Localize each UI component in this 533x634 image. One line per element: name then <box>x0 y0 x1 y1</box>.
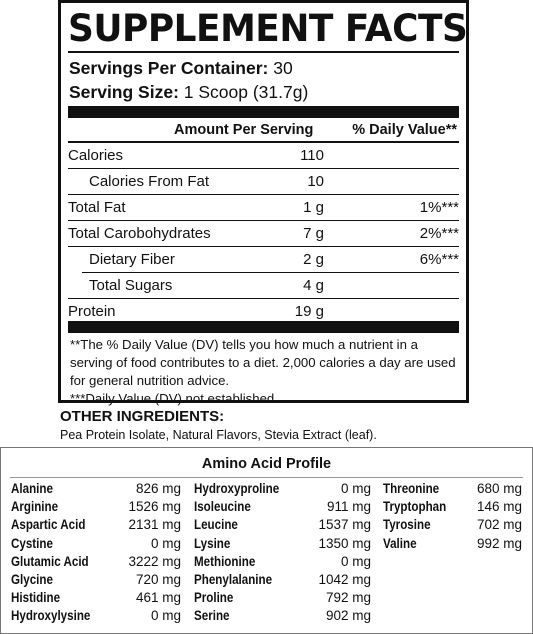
nutrient-row-calories-from-fat <box>68 169 459 195</box>
amino-acid-row <box>194 481 371 499</box>
amino-acid-row <box>11 481 181 499</box>
amino-acid-row <box>194 536 371 554</box>
amino-acid-value: 702 mg <box>476 517 522 533</box>
amino-column-3 <box>383 481 522 554</box>
nutrient-amount: 4 g <box>303 277 324 294</box>
amino-acid-name: Hydroxyproline <box>194 481 280 496</box>
amino-acid-value: 2131 mg <box>128 517 181 533</box>
nutrient-daily-value: 1%*** <box>419 199 459 216</box>
nutrient-label: Calories From Fat <box>89 173 210 190</box>
amino-acid-name: Serine <box>194 608 230 624</box>
nutrient-row-total-sugars <box>68 273 459 299</box>
amino-acid-name: Arginine <box>11 499 59 515</box>
amino-acid-name: Isoleucine <box>194 499 251 515</box>
nutrient-amount: 10 <box>307 173 324 190</box>
amino-acid-row <box>11 499 181 517</box>
amino-acid-value: 902 mg <box>325 608 371 624</box>
serving-size-label: Serving Size: <box>69 82 179 102</box>
amino-acid-value: 1350 mg <box>318 535 371 551</box>
amino-acid-name: Glycine <box>11 571 53 587</box>
footnotes <box>70 336 462 408</box>
amino-acid-name: Proline <box>194 590 234 606</box>
amino-acid-name: Histidine <box>11 590 61 606</box>
amino-acid-row <box>194 499 371 517</box>
nutrient-label: Protein <box>68 303 116 320</box>
amino-acid-value: 146 mg <box>476 499 522 515</box>
amino-acid-name: Lysine <box>194 535 231 551</box>
servings-per-container-label: Servings Per Container: <box>69 58 269 78</box>
amino-acid-row <box>383 517 522 535</box>
amino-acid-name: Tyrosine <box>383 517 431 533</box>
amino-acid-name: Leucine <box>194 517 238 533</box>
amino-acid-name: Aspartic Acid <box>11 517 86 533</box>
amino-acid-value: 1526 mg <box>128 499 181 515</box>
title-divider <box>68 51 459 53</box>
daily-value-footnote: **The % Daily Value (DV) tells you how much a nutrient in a serving of food contributes to a diet. 2,000 calories a day are used for general nutrition advice. <box>70 337 456 388</box>
nutrient-row-total-fat <box>68 195 459 221</box>
amino-acid-value: 1537 mg <box>318 517 371 533</box>
amino-acid-value: 461 mg <box>135 590 181 606</box>
amino-acid-profile-panel <box>0 447 533 634</box>
thick-divider-bottom <box>68 321 459 333</box>
amino-acid-row <box>11 517 181 535</box>
nutrient-row-calories <box>68 143 459 169</box>
nutrient-row-total-carbohydrates <box>68 221 459 247</box>
amino-column-1 <box>11 481 181 627</box>
amino-acid-value: 0 mg <box>340 553 371 569</box>
amino-acid-value: 992 mg <box>476 535 522 551</box>
amino-acid-name: Alanine <box>11 481 53 496</box>
other-ingredients-heading: OTHER INGREDIENTS: <box>60 408 225 425</box>
amino-acid-row <box>383 481 522 499</box>
amino-acid-value: 680 mg <box>476 481 522 496</box>
amino-acid-name: Methionine <box>194 553 256 569</box>
nutrient-row-dietary-fiber <box>68 247 459 273</box>
serving-size-value: 1 Scoop (31.7g) <box>183 82 309 102</box>
servings-per-container-value: 30 <box>273 58 293 78</box>
serving-size <box>69 82 308 103</box>
amino-acid-name: Glutamic Acid <box>11 553 89 569</box>
amino-acid-row <box>194 554 371 572</box>
amino-acid-name: Phenylalanine <box>194 571 273 587</box>
amino-acid-value: 792 mg <box>325 590 371 606</box>
amino-acid-row <box>11 608 181 626</box>
amino-acid-name: Valine <box>383 535 417 551</box>
nutrient-label: Total Sugars <box>89 277 173 294</box>
servings-per-container <box>69 58 293 79</box>
not-established-footnote: ***Daily Value (DV) not established. <box>70 391 278 406</box>
thick-divider-top <box>68 106 459 118</box>
nutrient-daily-value: 6%*** <box>419 251 459 268</box>
amino-acid-name: Hydroxylysine <box>11 608 91 624</box>
amino-acid-profile-title: Amino Acid Profile <box>201 456 332 472</box>
amino-acid-value: 720 mg <box>135 571 181 587</box>
other-ingredients-text: Pea Protein Isolate, Natural Flavors, Stevia Extract (leaf). <box>60 428 377 442</box>
amino-acid-row <box>11 572 181 590</box>
amino-acid-row <box>194 608 371 626</box>
amino-acid-row <box>383 536 522 554</box>
amino-acid-row <box>383 499 522 517</box>
amino-title-divider <box>10 477 523 478</box>
amino-column-2 <box>194 481 371 627</box>
amino-acid-value: 1042 mg <box>318 571 371 587</box>
facts-title: SUPPLEMENT FACTS <box>68 7 468 50</box>
nutrient-label: Calories <box>68 147 124 164</box>
nutrient-amount: 7 g <box>303 225 324 242</box>
amino-acid-row <box>11 590 181 608</box>
amino-acid-name: Tryptophan <box>383 499 447 515</box>
amino-acid-row <box>11 554 181 572</box>
amino-acid-value: 0 mg <box>150 535 181 551</box>
amount-per-serving-header: Amount Per Serving <box>174 122 314 138</box>
amino-acid-row <box>11 536 181 554</box>
nutrient-amount: 2 g <box>303 251 324 268</box>
amino-acid-row <box>194 572 371 590</box>
amino-acid-name: Threonine <box>383 481 440 496</box>
nutrient-amount: 110 <box>300 147 324 164</box>
nutrient-daily-value: 2%*** <box>419 225 459 242</box>
amino-acid-value: 826 mg <box>135 481 181 496</box>
nutrient-amount: 19 g <box>294 303 324 320</box>
amino-acid-row <box>194 590 371 608</box>
nutrient-label: Total Carobohydrates <box>68 225 211 242</box>
amino-acid-value: 0 mg <box>150 608 181 624</box>
amino-acid-value: 3222 mg <box>128 553 181 569</box>
daily-value-header: % Daily Value** <box>352 122 457 138</box>
nutrient-amount: 1 g <box>303 199 324 216</box>
amino-acid-value: 911 mg <box>326 499 371 515</box>
amino-acid-value: 0 mg <box>340 481 371 496</box>
amino-acid-row <box>194 517 371 535</box>
supplement-facts-panel <box>58 0 469 406</box>
nutrient-label: Total Fat <box>68 199 126 216</box>
nutrient-label: Dietary Fiber <box>89 251 175 268</box>
amino-acid-name: Cystine <box>11 535 53 551</box>
